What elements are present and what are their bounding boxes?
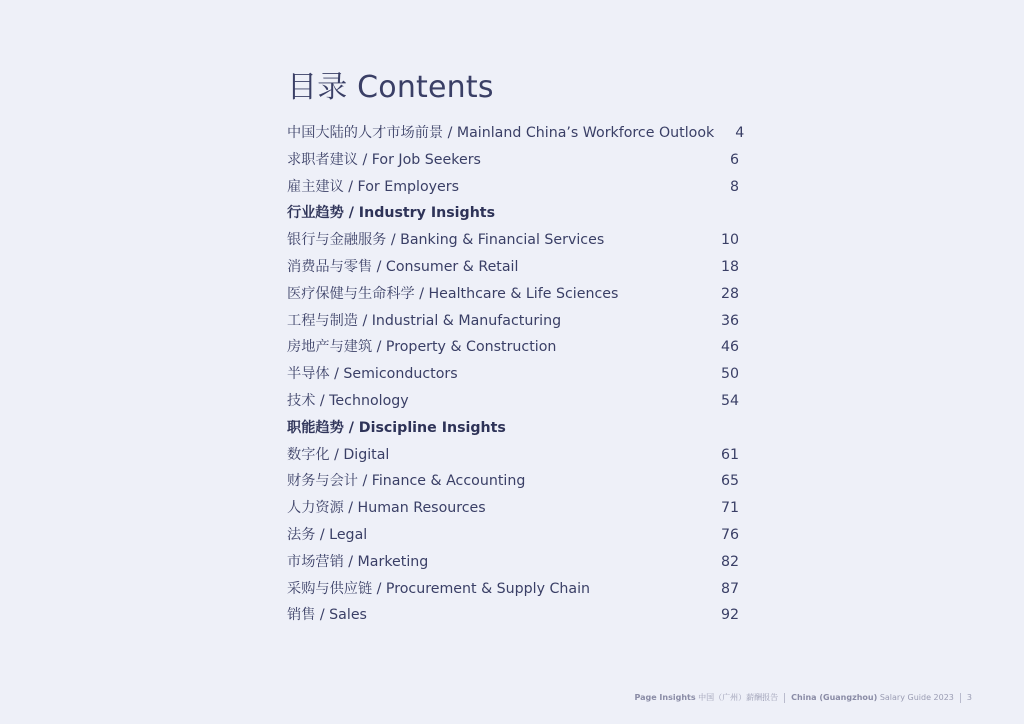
toc-entry[interactable] [287, 281, 739, 308]
footer-report-cn [634, 692, 778, 703]
toc-entry-page: 8 [729, 178, 739, 195]
toc-entry-page: 46 [720, 339, 739, 356]
toc-entry-label: 雇主建议 / For Employers [287, 178, 459, 195]
footer-report-cn-text: 中国（广州）薪酬报告 [698, 693, 779, 702]
toc-entry-label: 技术 / Technology [287, 392, 409, 409]
toc-entry-page: 10 [720, 232, 739, 249]
toc-entry-label: 数字化 / Digital [287, 446, 390, 463]
toc-entry[interactable] [287, 522, 739, 549]
toc-entry-page: 65 [720, 473, 739, 490]
toc-entry-label: 销售 / Sales [287, 607, 367, 624]
toc-entry[interactable] [287, 495, 739, 522]
toc-entry-label: 财务与会计 / Finance & Accounting [287, 473, 526, 490]
toc-entry-page: 76 [720, 526, 739, 543]
toc-entry[interactable] [287, 227, 739, 254]
footer-report-en-bold: China (Guangzhou) [791, 693, 878, 702]
toc-entry-page: 54 [720, 392, 739, 409]
toc-entry[interactable] [287, 576, 739, 603]
toc-entry[interactable] [287, 549, 739, 576]
toc-entry[interactable] [287, 174, 739, 201]
toc-entry-label: 半导体 / Semiconductors [287, 366, 458, 383]
footer-report-en [791, 693, 954, 702]
toc-section-heading [287, 200, 739, 227]
toc-entry-label: 银行与金融服务 / Banking & Financial Services [287, 232, 605, 249]
toc-entry[interactable] [287, 308, 739, 335]
footer-report-en-text: Salary Guide 2023 [879, 693, 954, 702]
toc-entry-label: 市场营销 / Marketing [287, 553, 429, 570]
footer-brand: Page Insights [634, 693, 696, 702]
toc-entry-page: 71 [720, 500, 739, 517]
toc-entry-page: 82 [720, 553, 739, 570]
toc-entry-page: 36 [720, 312, 739, 329]
table-of-contents [287, 70, 745, 629]
toc-entry-page: 6 [729, 151, 739, 168]
toc-entry[interactable] [287, 602, 739, 629]
toc-entry-label: 采购与供应链 / Procurement & Supply Chain [287, 580, 591, 597]
toc-entry-page: 87 [720, 580, 739, 597]
toc-entry[interactable] [287, 361, 739, 388]
toc-section-label: 行业趋势 / Industry Insights [287, 205, 496, 222]
toc-entry-page: 4 [735, 125, 745, 141]
toc-entry-page: 92 [720, 607, 739, 624]
toc-entry[interactable] [287, 147, 739, 174]
toc-entry[interactable] [287, 120, 745, 147]
toc-entry-label: 法务 / Legal [287, 526, 368, 543]
toc-entry-page: 61 [720, 446, 739, 463]
footer-divider [784, 693, 785, 703]
toc-entry-page: 28 [720, 285, 739, 302]
toc-entry-label: 消费品与零售 / Consumer & Retail [287, 258, 519, 275]
footer-page-number: 3 [966, 693, 972, 702]
footer-divider [960, 693, 961, 703]
toc-entry-label: 工程与制造 / Industrial & Manufacturing [287, 312, 562, 329]
toc-entry-page: 50 [720, 366, 739, 383]
toc-entry-label: 求职者建议 / For Job Seekers [287, 151, 481, 168]
toc-entry[interactable] [287, 334, 739, 361]
toc-section-heading [287, 415, 739, 442]
toc-entry-label: 中国大陆的人才市场前景 / Mainland China’s Workforce Outlook [287, 125, 715, 141]
toc-entry[interactable] [287, 254, 739, 281]
page-title: 目录 Contents [287, 70, 494, 105]
toc-entry-label: 房地产与建筑 / Property & Construction [287, 339, 557, 356]
toc-entry-label: 医疗保健与生命科学 / Healthcare & Life Sciences [287, 285, 619, 302]
toc-entry-page: 18 [720, 258, 739, 275]
toc-entry-label: 人力资源 / Human Resources [287, 500, 486, 517]
toc-entry[interactable] [287, 468, 739, 495]
toc-entry[interactable] [287, 442, 739, 469]
toc-entry[interactable] [287, 388, 739, 415]
page-footer [634, 692, 972, 703]
toc-list [287, 120, 745, 629]
toc-section-label: 职能趋势 / Discipline Insights [287, 419, 506, 436]
